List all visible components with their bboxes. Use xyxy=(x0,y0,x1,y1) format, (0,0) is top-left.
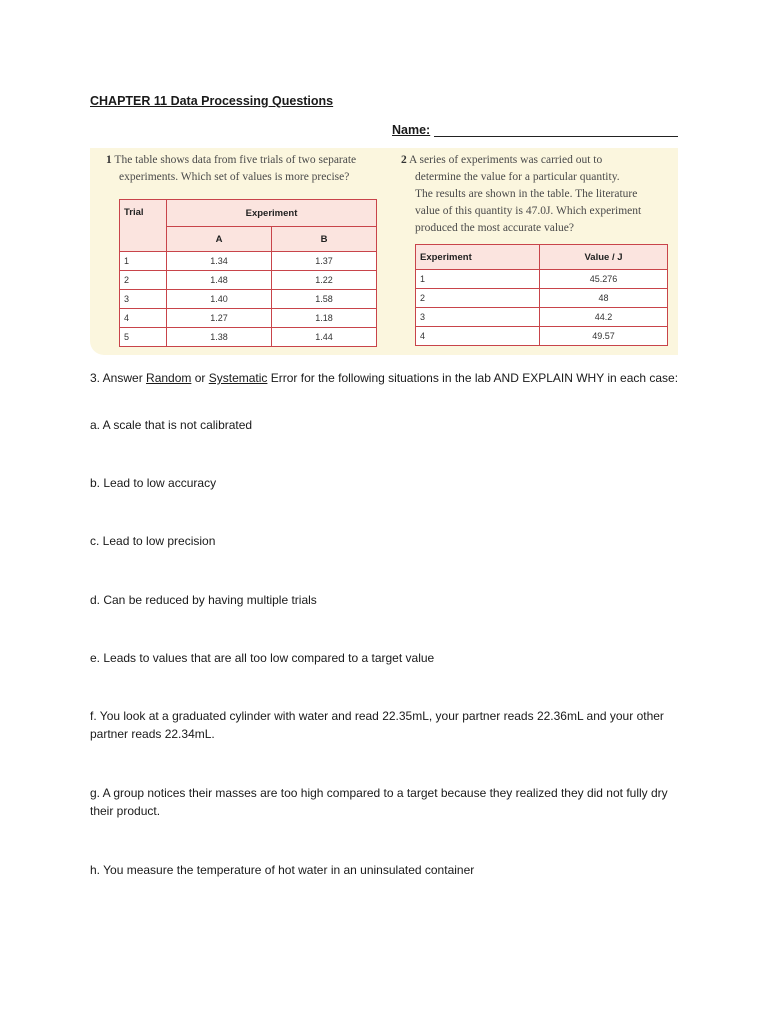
trial-cell: 5 xyxy=(120,328,167,347)
value-b-cell: 1.44 xyxy=(272,328,377,347)
table-row xyxy=(416,327,668,346)
value-cell: 49.57 xyxy=(540,327,668,346)
table-row xyxy=(416,289,668,308)
q2-text-line5: produced the most accurate value? xyxy=(415,222,575,234)
value-b-cell: 1.37 xyxy=(272,252,377,271)
value-b-cell: 1.18 xyxy=(272,309,377,328)
q1-text-line2: experiments. Which set of values is more precise? xyxy=(119,171,350,183)
q2-text-line3: The results are shown in the table. The literature xyxy=(415,188,638,200)
q1-table xyxy=(119,199,377,347)
table-row xyxy=(120,252,377,271)
experiment-cell: 2 xyxy=(416,289,540,308)
name-label: Name: xyxy=(392,123,431,137)
experiment-cell: 1 xyxy=(416,270,540,289)
q2-number: 2 xyxy=(401,154,407,166)
q3-item-d: d. Can be reduced by having multiple trials xyxy=(90,593,317,607)
q3-item-f: f. You look at a graduated cylinder with water and read 22.35mL, your partner reads 22.36mL and your other partner reads 22.34mL. xyxy=(90,709,664,741)
table-row xyxy=(416,308,668,327)
q3-systematic: Systematic xyxy=(208,371,268,385)
q3-item-b: b. Lead to low accuracy xyxy=(90,476,217,490)
q2-text xyxy=(401,152,602,169)
q3-or: or xyxy=(191,371,209,385)
value-cell: 44.2 xyxy=(540,308,668,327)
q1-text-line1: The table shows data from five trials of two separate xyxy=(114,154,357,166)
q3-random: Random xyxy=(146,371,192,385)
q3-item-g: g. A group notices their masses are too high compared to a target because they realized they did not fully dry their product. xyxy=(90,786,668,818)
trial-cell: 1 xyxy=(120,252,167,271)
value-a-cell: 1.40 xyxy=(167,290,272,309)
q3-suffix: Error for the following situations in the lab AND EXPLAIN WHY in each case: xyxy=(267,371,679,385)
value-b-cell: 1.22 xyxy=(272,271,377,290)
q1-text xyxy=(106,152,356,169)
trial-cell: 3 xyxy=(120,290,167,309)
table-row xyxy=(120,290,377,309)
trial-cell: 4 xyxy=(120,309,167,328)
table-row xyxy=(120,271,377,290)
experiment-cell: 3 xyxy=(416,308,540,327)
table-row xyxy=(120,309,377,328)
q1-header-experiment: Experiment xyxy=(167,200,377,227)
name-line xyxy=(434,136,678,137)
page-title: CHAPTER 11 Data Processing Questions xyxy=(90,94,334,108)
q2-header-experiment: Experiment xyxy=(416,245,540,270)
q2-text-line1: A series of experiments was carried out to xyxy=(409,154,603,166)
value-a-cell: 1.27 xyxy=(167,309,272,328)
q2-text-line4: value of this quantity is 47.0J. Which experiment xyxy=(415,205,642,217)
q3-item-a: a. A scale that is not calibrated xyxy=(90,418,253,432)
q1-header-b: B xyxy=(272,227,377,252)
q2-table xyxy=(415,244,668,346)
q3-item-e: e. Leads to values that are all too low compared to a target value xyxy=(90,651,435,665)
value-a-cell: 1.48 xyxy=(167,271,272,290)
q2-text-line2: determine the value for a particular quantity. xyxy=(415,171,620,183)
experiment-cell: 4 xyxy=(416,327,540,346)
q3-prompt xyxy=(90,369,680,387)
q3-prefix: 3. Answer xyxy=(90,371,147,385)
value-b-cell: 1.58 xyxy=(272,290,377,309)
q1-number: 1 xyxy=(106,154,112,166)
q1-header-a: A xyxy=(167,227,272,252)
q3-item-h: h. You measure the temperature of hot water in an uninsulated container xyxy=(90,863,475,877)
value-a-cell: 1.38 xyxy=(167,328,272,347)
value-a-cell: 1.34 xyxy=(167,252,272,271)
q1-header-trial: Trial xyxy=(120,200,167,252)
table-row xyxy=(416,270,668,289)
trial-cell: 2 xyxy=(120,271,167,290)
q2-header-value: Value / J xyxy=(540,245,668,270)
value-cell: 48 xyxy=(540,289,668,308)
value-cell: 45.276 xyxy=(540,270,668,289)
table-row xyxy=(120,328,377,347)
q3-item-c: c. Lead to low precision xyxy=(90,534,216,548)
